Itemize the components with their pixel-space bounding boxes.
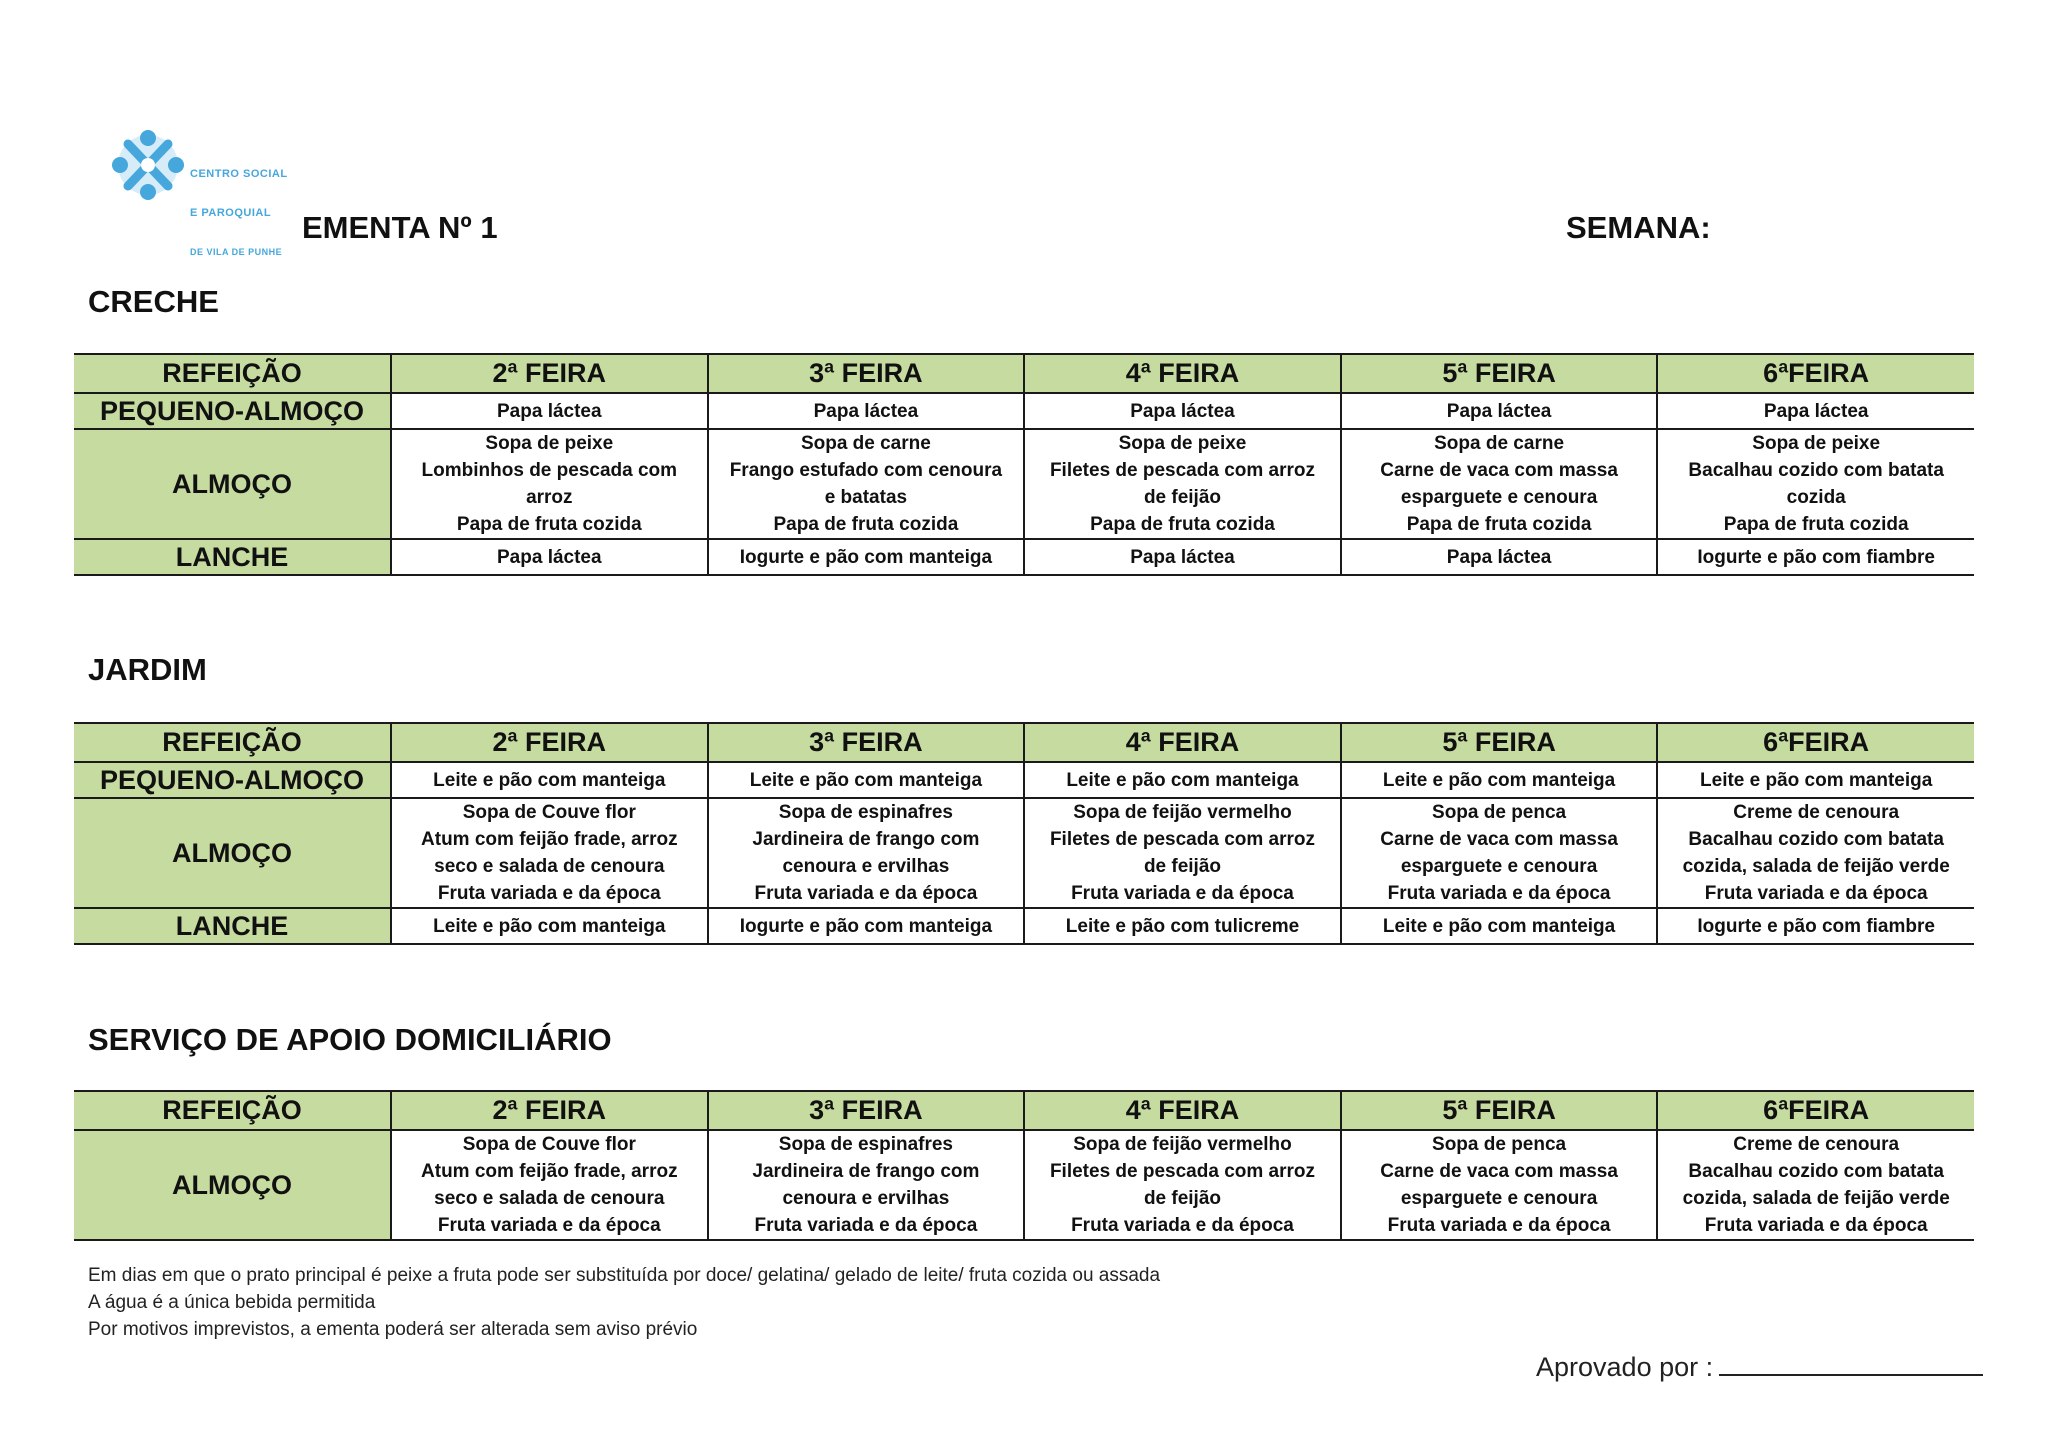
table-row [74, 393, 1974, 429]
table-row [74, 908, 1974, 944]
meal-cell: Iogurte e pão com fiambre [1657, 539, 1974, 575]
meal-cell: Papa láctea [1024, 393, 1341, 429]
people-circle-logo-icon [108, 128, 188, 202]
section-title-home-support: SERVIÇO DE APOIO DOMICILIÁRIO [88, 1022, 612, 1057]
meal-cell: Sopa de carne Frango estufado com cenoura e batatas Papa de fruta cozida [708, 429, 1025, 539]
meal-cell: Iogurte e pão com fiambre [1657, 908, 1974, 944]
column-header: REFEIÇÃO [74, 1091, 391, 1130]
column-header: 2ª FEIRA [391, 354, 708, 393]
jardim-menu-table [74, 722, 1974, 945]
meal-label: PEQUENO-ALMOÇO [74, 393, 391, 429]
meal-label: LANCHE [74, 539, 391, 575]
column-header: 4ª FEIRA [1024, 354, 1341, 393]
meal-cell: Leite e pão com manteiga [391, 762, 708, 798]
meal-cell: Leite e pão com manteiga [1024, 762, 1341, 798]
meal-cell: Sopa de peixe Bacalhau cozido com batata cozida Papa de fruta cozida [1657, 429, 1974, 539]
menu-number-title: EMENTA Nº 1 [302, 210, 498, 245]
meal-label: PEQUENO-ALMOÇO [74, 762, 391, 798]
meal-cell: Papa láctea [1341, 393, 1658, 429]
meal-label: ALMOÇO [74, 1130, 391, 1240]
meal-cell: Leite e pão com manteiga [1341, 762, 1658, 798]
meal-cell: Leite e pão com manteiga [1341, 908, 1658, 944]
meal-cell: Sopa de feijão vermelho Filetes de pescada com arroz de feijão Fruta variada e da época [1024, 798, 1341, 908]
meal-cell: Leite e pão com manteiga [1657, 762, 1974, 798]
meal-cell: Sopa de peixe Lombinhos de pescada com arroz Papa de fruta cozida [391, 429, 708, 539]
table-row [74, 539, 1974, 575]
meal-cell: Iogurte e pão com manteiga [708, 539, 1025, 575]
meal-cell: Sopa de feijão vermelho Filetes de pescada com arroz de feijão Fruta variada e da época [1024, 1130, 1341, 1240]
column-header: 4ª FEIRA [1024, 1091, 1341, 1130]
meal-cell: Sopa de penca Carne de vaca com massa esparguete e cenoura Fruta variada e da época [1341, 1130, 1658, 1240]
footnote: A água é a única bebida permitida [88, 1292, 376, 1313]
column-header: 6ªFEIRA [1657, 723, 1974, 762]
column-header: 2ª FEIRA [391, 1091, 708, 1130]
table-row [74, 1130, 1974, 1240]
column-header: 6ªFEIRA [1657, 354, 1974, 393]
meal-cell: Papa láctea [391, 393, 708, 429]
meal-label: LANCHE [74, 908, 391, 944]
meal-label: ALMOÇO [74, 429, 391, 539]
table-row [74, 798, 1974, 908]
column-header: 4ª FEIRA [1024, 723, 1341, 762]
creche-menu-table [74, 353, 1974, 576]
meal-cell: Papa láctea [1341, 539, 1658, 575]
column-header: 5ª FEIRA [1341, 354, 1658, 393]
footnote: Em dias em que o prato principal é peixe a fruta pode ser substituída por doce/ gelatina/ gelado de leite/ fruta cozida ou assada [88, 1265, 1161, 1286]
meal-cell: Sopa de Couve flor Atum com feijão frade, arroz seco e salada de cenoura Fruta variada e da época [391, 1130, 708, 1240]
table-header-row [74, 723, 1974, 762]
meal-cell: Sopa de penca Carne de vaca com massa esparguete e cenoura Fruta variada e da época [1341, 798, 1658, 908]
column-header: 3ª FEIRA [708, 723, 1025, 762]
approval-signature [1536, 1348, 1983, 1383]
meal-cell: Iogurte e pão com manteiga [708, 908, 1025, 944]
table-header-row [74, 354, 1974, 393]
column-header: 2ª FEIRA [391, 723, 708, 762]
column-header: 6ªFEIRA [1657, 1091, 1974, 1130]
table-row [74, 429, 1974, 539]
footnote: Por motivos imprevistos, a ementa poderá ser alterada sem aviso prévio [88, 1319, 698, 1340]
meal-cell: Papa láctea [708, 393, 1025, 429]
section-title-creche: CRECHE [88, 284, 219, 319]
meal-cell: Creme de cenoura Bacalhau cozido com batata cozida, salada de feijão verde Fruta variada e da época [1657, 798, 1974, 908]
logo-wordmark: CENTRO SOCIAL E PAROQUIAL DE VILA DE PUNHE [190, 168, 288, 257]
column-header: REFEIÇÃO [74, 354, 391, 393]
meal-cell: Papa láctea [391, 539, 708, 575]
column-header: 3ª FEIRA [708, 1091, 1025, 1130]
column-header: 5ª FEIRA [1341, 1091, 1658, 1130]
meal-cell: Sopa de espinafres Jardineira de frango com cenoura e ervilhas Fruta variada e da época [708, 798, 1025, 908]
meal-cell: Leite e pão com manteiga [391, 908, 708, 944]
approved-by-label: Aprovado por : [1536, 1352, 1714, 1382]
home-support-menu-table [74, 1090, 1974, 1241]
signature-line [1719, 1348, 1983, 1376]
column-header: REFEIÇÃO [74, 723, 391, 762]
column-header: 3ª FEIRA [708, 354, 1025, 393]
table-row [74, 762, 1974, 798]
meal-cell: Sopa de espinafres Jardineira de frango com cenoura e ervilhas Fruta variada e da época [708, 1130, 1025, 1240]
section-title-jardim: JARDIM [88, 652, 207, 687]
meal-label: ALMOÇO [74, 798, 391, 908]
meal-cell: Papa láctea [1024, 539, 1341, 575]
meal-cell: Sopa de peixe Filetes de pescada com arroz de feijão Papa de fruta cozida [1024, 429, 1341, 539]
meal-cell: Papa láctea [1657, 393, 1974, 429]
meal-cell: Leite e pão com manteiga [708, 762, 1025, 798]
meal-cell: Sopa de carne Carne de vaca com massa esparguete e cenoura Papa de fruta cozida [1341, 429, 1658, 539]
table-header-row [74, 1091, 1974, 1130]
organization-logo [108, 128, 298, 257]
week-label: SEMANA: [1566, 210, 1711, 245]
column-header: 5ª FEIRA [1341, 723, 1658, 762]
meal-cell: Creme de cenoura Bacalhau cozido com batata cozida, salada de feijão verde Fruta variada e da época [1657, 1130, 1974, 1240]
meal-cell: Sopa de Couve flor Atum com feijão frade, arroz seco e salada de cenoura Fruta variada e da época [391, 798, 708, 908]
footnotes [88, 1262, 1160, 1343]
meal-cell: Leite e pão com tulicreme [1024, 908, 1341, 944]
